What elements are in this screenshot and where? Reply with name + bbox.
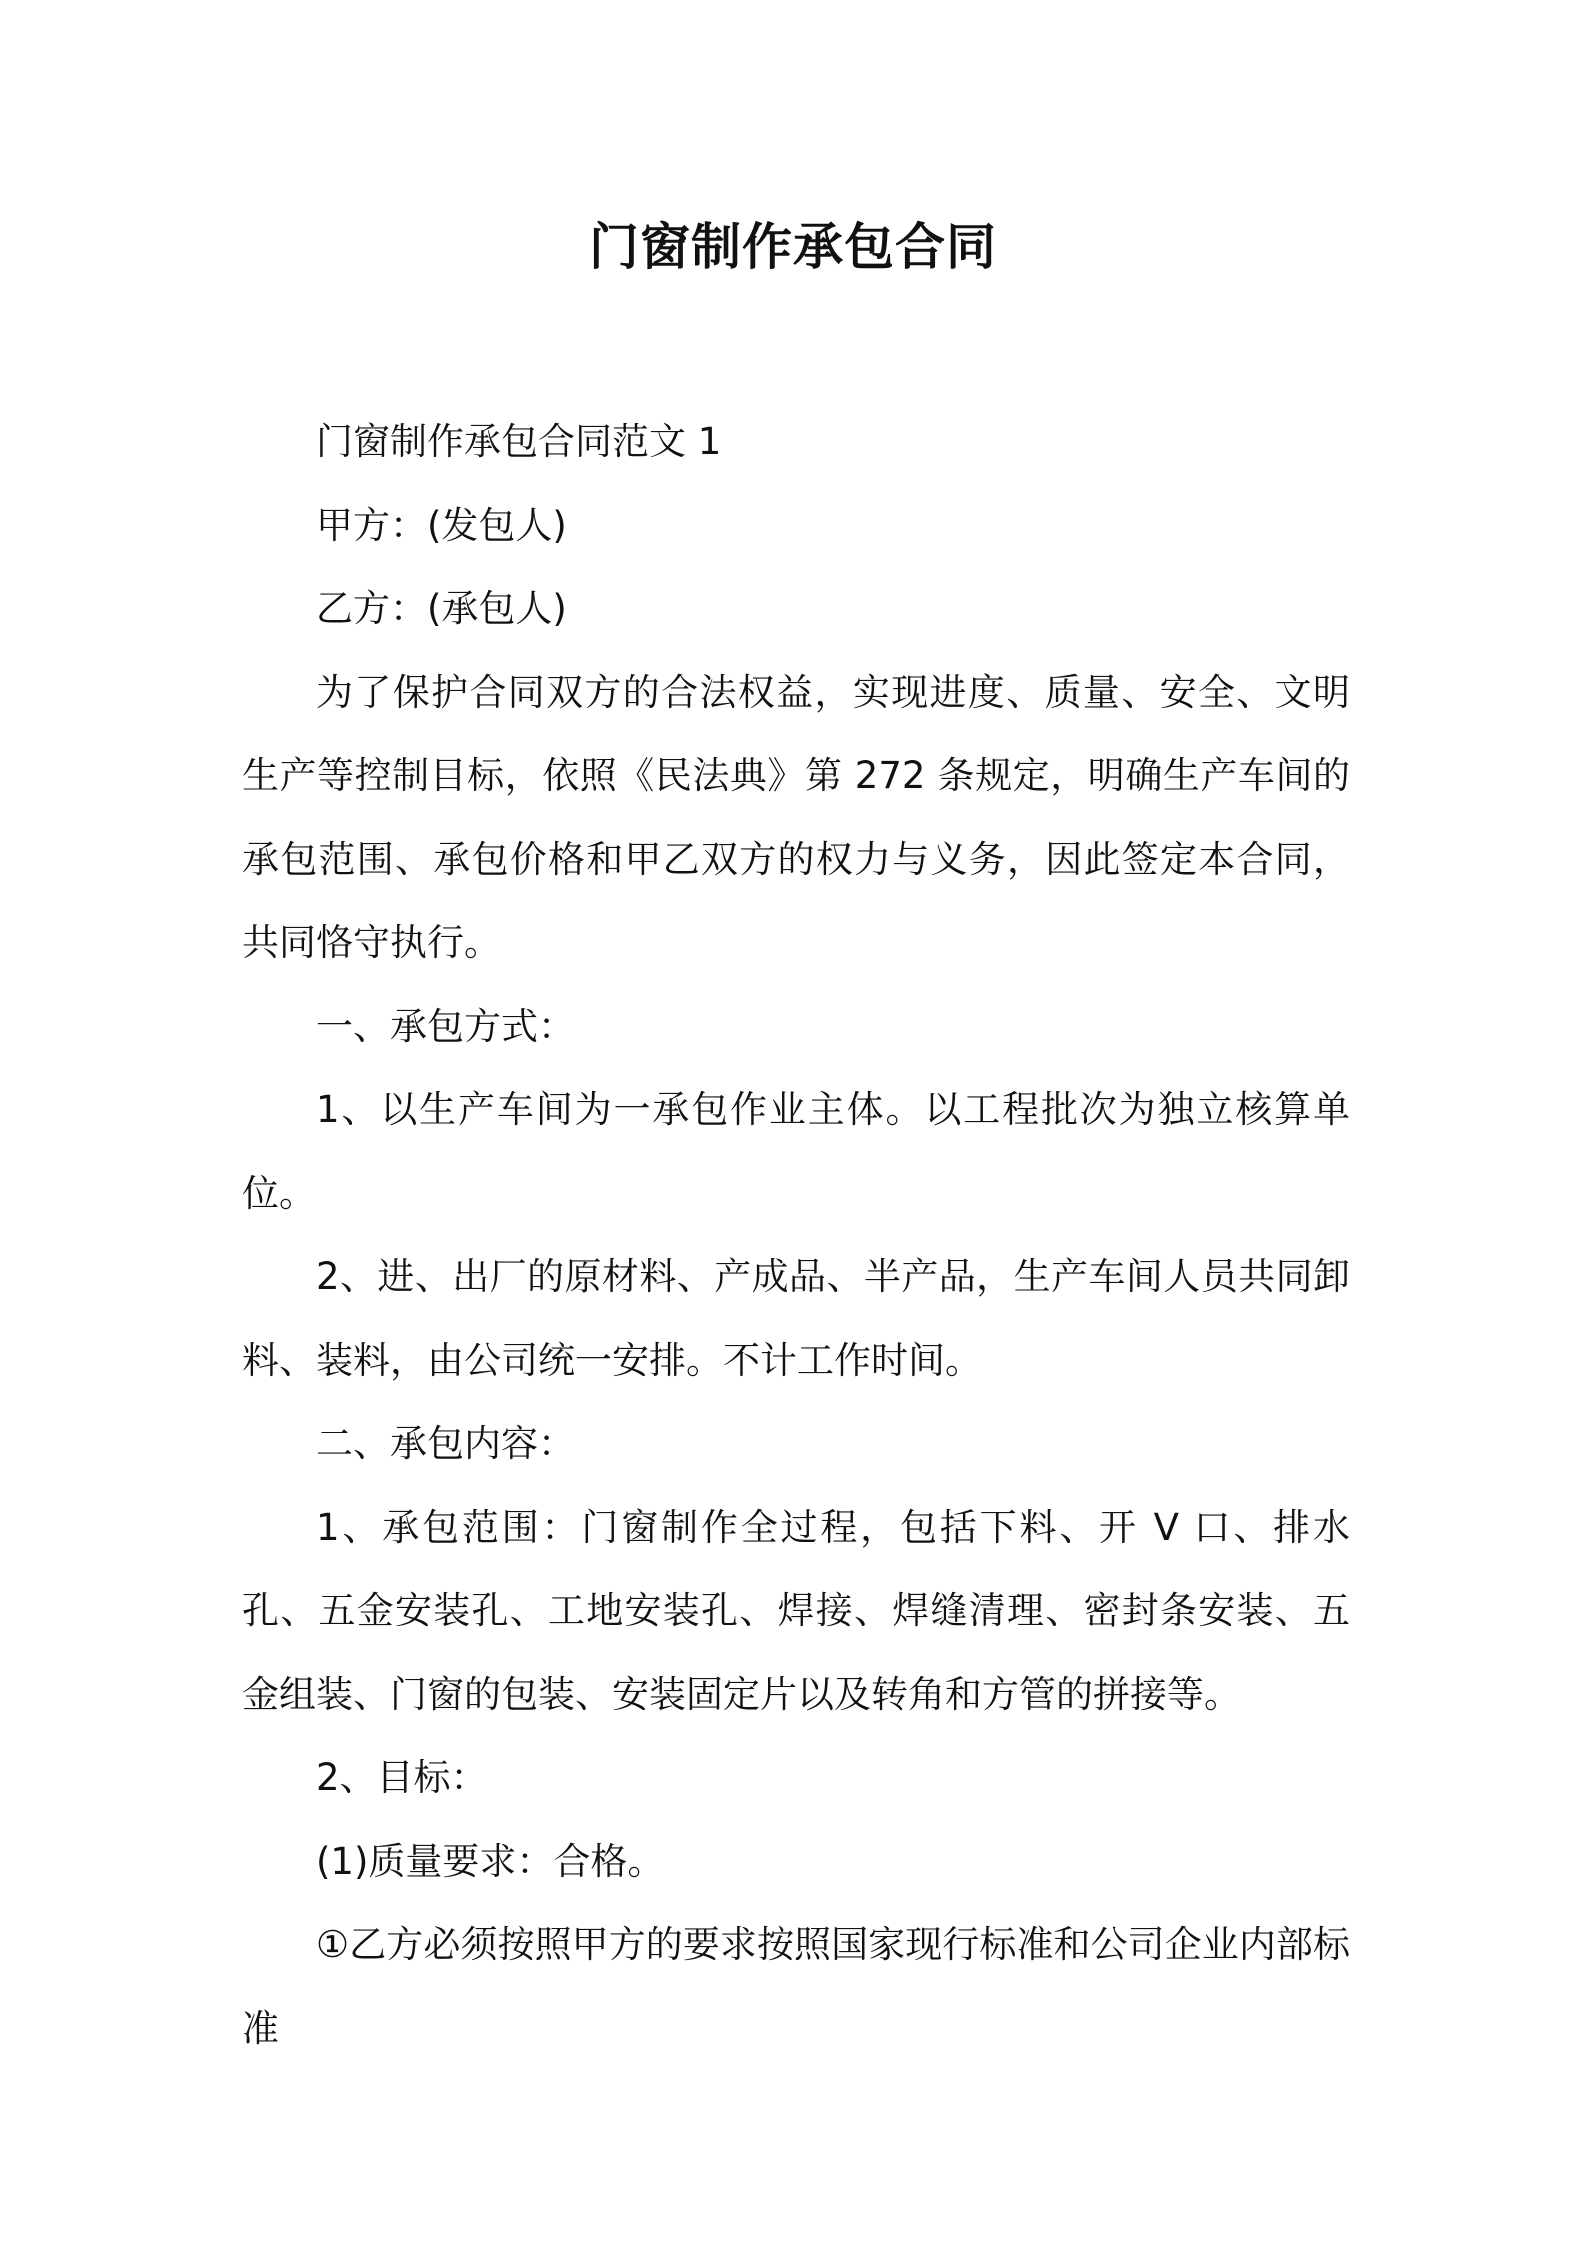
section-heading-contract-content: 二、承包内容：	[316, 1422, 575, 1465]
clause-2-1: 1、承包范围：门窗制作全过程，包括下料、开 V 口、排水孔、五金安装孔、工地安装孔、焊接、焊缝清理、密封条安装、五金组装、门窗的包装、安装固定片以及转角和方管的拼接等。	[242, 1505, 1350, 1716]
quality-standard-clause: ①乙方必须按照甲方的要求按照国家现行标准和公司企业内部标准	[242, 1923, 1350, 2050]
party-b-line: 乙方：(承包人)	[316, 587, 567, 630]
contract-sample-heading: 门窗制作承包合同范文 1	[316, 420, 722, 463]
clause-1-2: 2、进、出厂的原材料、产成品、半产品，生产车间人员共同卸料、装料，由公司统一安排。不计工作时间。	[242, 1255, 1350, 1382]
document-body	[242, 400, 1350, 2070]
section-heading-contract-method: 一、承包方式：	[316, 1004, 575, 1048]
party-a-line: 甲方：(发包人)	[316, 503, 567, 547]
clause-1-1: 1、以生产车间为一承包作业主体。以工程批次为独立核算单位。	[242, 1088, 1350, 1215]
preamble-paragraph: 为了保护合同双方的合法权益，实现进度、质量、安全、文明生产等控制目标，依照《民法典》第 272 条规定，明确生产车间的承包范围、承包价格和甲乙双方的权力与义务，因此签定本合同，共同恪守执行。	[242, 670, 1350, 964]
clause-2-2: 2、目标：	[316, 1756, 488, 1799]
quality-requirement: (1)质量要求：合格。	[316, 1839, 665, 1883]
document-title: 门窗制作承包合同	[589, 218, 997, 276]
